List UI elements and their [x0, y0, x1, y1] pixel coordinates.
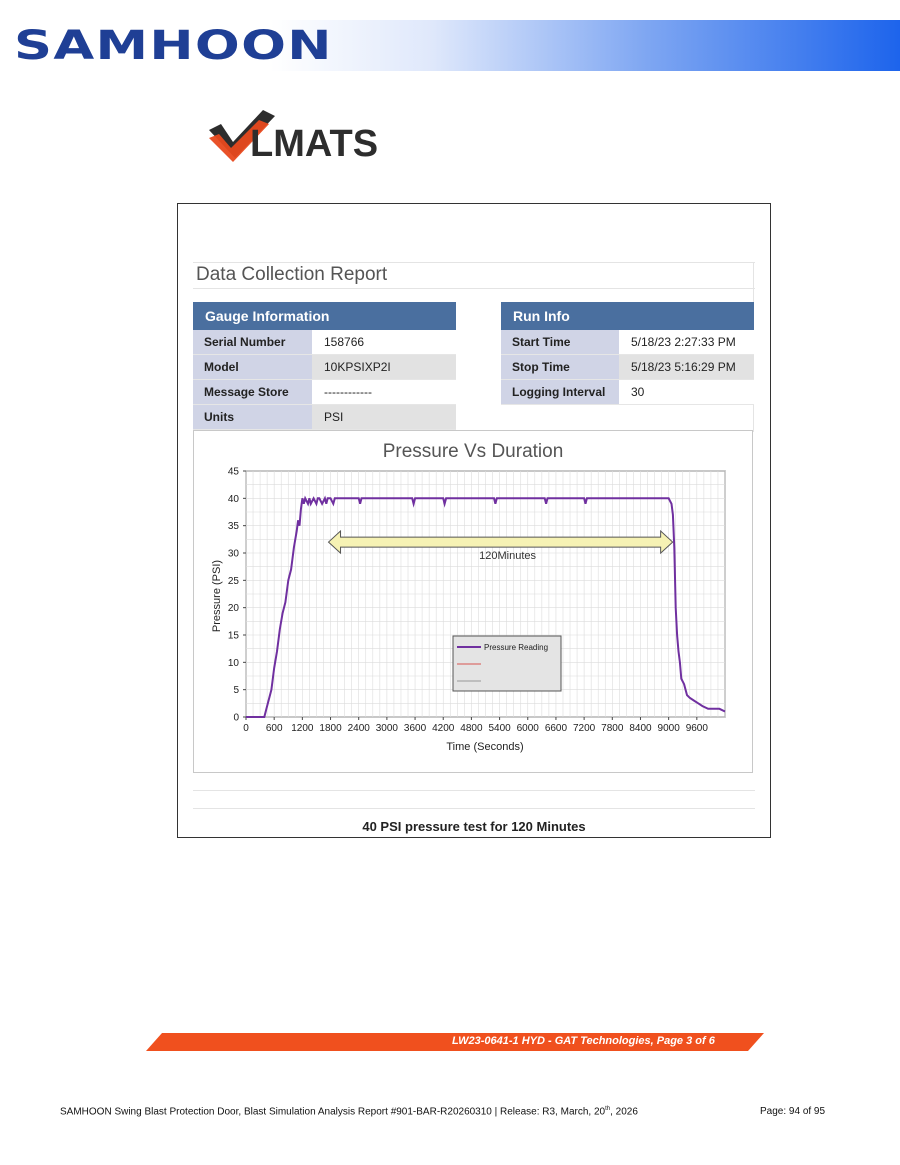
report-title: Data Collection Report	[196, 264, 388, 285]
x-tick-label: 3600	[403, 723, 427, 734]
gauge-label-message-store: Message Store	[193, 380, 312, 405]
x-tick-label: 5400	[488, 723, 511, 734]
x-tick-label: 0	[243, 723, 249, 734]
x-tick-label: 4200	[432, 723, 455, 734]
y-tick-label: 35	[227, 521, 239, 533]
y-tick-label: 20	[227, 603, 239, 615]
grid-line	[193, 262, 755, 263]
x-tick-label: 9600	[685, 723, 708, 734]
samhoon-logo: SAMHOON	[14, 23, 333, 69]
grid-line	[193, 288, 755, 289]
gauge-label-serial: Serial Number	[193, 330, 312, 355]
y-tick-label: 15	[227, 630, 239, 642]
x-tick-label: 8400	[629, 723, 652, 734]
run-label-interval: Logging Interval	[501, 380, 619, 405]
chart-title: Pressure Vs Duration	[382, 441, 564, 462]
grid-line	[193, 790, 755, 791]
x-tick-label: 6000	[516, 723, 539, 734]
y-tick-label: 10	[227, 657, 239, 669]
run-label-stop: Stop Time	[501, 355, 619, 380]
footer-doc-year: , 2026	[610, 1106, 638, 1118]
y-tick-label: 30	[227, 548, 239, 560]
run-info-heading: Run Info	[501, 302, 754, 330]
gauge-value-units: PSI	[312, 405, 456, 430]
gauge-value-message-store: ------------	[312, 380, 456, 405]
x-tick-label: 6600	[544, 723, 568, 734]
x-tick-label: 3000	[375, 723, 399, 734]
x-axis-label: Time (Seconds)	[446, 741, 524, 753]
legend-label: Pressure Reading	[484, 643, 549, 652]
grid-line	[193, 808, 755, 809]
pressure-chart	[193, 430, 753, 773]
lmats-logo-text: LMATS	[250, 123, 379, 165]
x-tick-label: 600	[265, 723, 283, 734]
run-value-start: 5/18/23 2:27:33 PM	[619, 330, 754, 355]
gauge-label-model: Model	[193, 355, 312, 380]
footer-page-number: Page: 94 of 95	[760, 1106, 826, 1117]
gauge-value-serial: 158766	[312, 330, 456, 355]
x-tick-label: 1200	[291, 723, 314, 734]
banner-text: LW23-0641-1 HYD - GAT Technologies, Page 3 of 6	[452, 1035, 715, 1047]
x-tick-label: 9000	[657, 723, 680, 734]
report-caption: 40 PSI pressure test for 120 Minutes	[362, 819, 586, 834]
y-tick-label: 5	[233, 685, 239, 697]
y-tick-label: 40	[227, 493, 239, 505]
y-tick-label: 25	[227, 575, 239, 587]
y-tick-label: 0	[233, 712, 239, 724]
footer-doc-superscript: th	[605, 1106, 611, 1112]
gauge-info-heading: Gauge Information	[193, 302, 456, 330]
gauge-value-model: 10KPSIXP2I	[312, 355, 456, 380]
x-tick-label: 7200	[572, 723, 596, 734]
gauge-label-units: Units	[193, 405, 312, 430]
x-tick-label: 7800	[601, 723, 624, 734]
y-tick-label: 45	[227, 466, 239, 478]
x-tick-label: 4800	[460, 723, 483, 734]
run-value-interval: 30	[619, 380, 754, 405]
run-value-stop: 5/18/23 5:16:29 PM	[619, 355, 754, 380]
footer-document-info	[60, 1106, 638, 1117]
footer-doc-text: SAMHOON Swing Blast Protection Door, Blast Simulation Analysis Report #901-BAR-R20260310 | Release: R3, March, 20	[60, 1106, 606, 1118]
duration-annotation-label: 120Minutes	[479, 550, 537, 563]
y-axis-label: Pressure (PSI)	[211, 559, 223, 633]
x-tick-label: 2400	[347, 723, 370, 734]
x-tick-label: 1800	[319, 723, 342, 734]
run-label-start: Start Time	[501, 330, 619, 355]
